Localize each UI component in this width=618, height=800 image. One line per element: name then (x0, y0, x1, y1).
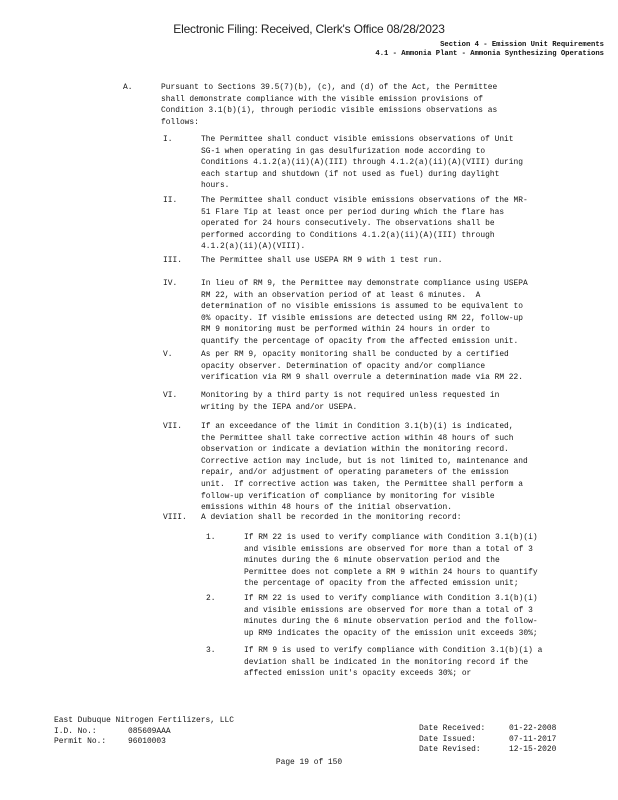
numbered-text (244, 593, 538, 639)
facility-id-row (54, 727, 234, 738)
text-line: The Permittee shall use USEPA RM 9 with 1 test run. (201, 256, 443, 265)
subitem-marker: VI. (163, 391, 178, 400)
date-revised-label: Date Revised: (419, 745, 481, 755)
subitem-text (201, 512, 461, 524)
subitem-marker: II. (163, 196, 178, 205)
text-line: up RM9 indicates the opacity of the emission unit exceeds 30%; (244, 628, 538, 638)
text-line: If RM 9 is used to verify compliance with Condition 3.1(b)(i) a (244, 646, 543, 655)
permit-label: Permit No.: (54, 737, 107, 747)
text-line: Permittee does not complete a RM 9 within 24 hours to quantify (244, 567, 538, 577)
date-issued-label: Date Issued: (419, 734, 476, 744)
text-line: Conditions 4.1.2(a)(ii)(A)(III) through 4.1.2(a)(ii)(A)(VIII) during (201, 158, 523, 168)
text-line: Condition 3.1(b)(i), through periodic visible emissions observations as (161, 106, 498, 116)
text-line: repair, and/or adjustment of operating parameters of the emission (201, 468, 509, 478)
text-line: minutes during the 6 minute observation period and the follow- (244, 617, 538, 627)
numbered-text (244, 645, 542, 680)
text-line: In lieu of RM 9, the Permittee may demonstrate compliance using USEPA (201, 279, 528, 288)
text-line: determination of no visible emissions is assumed to be equivalent to (201, 302, 523, 312)
text-line: 51 Flare Tip at least once per period during which the flare has (201, 207, 505, 217)
subitem-text (201, 421, 528, 514)
section-title: Section 4 - Emission Unit Requirements (440, 41, 604, 49)
date-received-row (419, 724, 556, 735)
text-line: minutes during the 6 minute observation period and the (244, 556, 500, 566)
text-line: Pursuant to Sections 39.5(7)(b), (c), and (d) of the Act, the Permittee (161, 83, 498, 92)
item-marker-a: A. (123, 83, 133, 92)
text-line: The Permittee shall conduct visible emissions observations of the MR- (201, 196, 528, 205)
text-line: unit. If corrective action was taken, the Permittee shall perform a (201, 479, 523, 489)
page-number: Page 19 of 150 (275, 758, 343, 767)
subitem-marker: I. (163, 135, 173, 144)
subitem-text (201, 255, 443, 267)
date-revised-row (419, 745, 556, 756)
text-line: opacity observer. Determination of opacity and/or compliance (201, 361, 486, 371)
company-name: East Dubuque Nitrogen Fertilizers, LLC (54, 716, 234, 725)
subitem-marker: III. (163, 256, 182, 265)
date-received-value: 01-22-2008 (509, 724, 557, 733)
text-line: deviation shall be indicated in the monitoring record if the (244, 657, 529, 667)
text-line: the percentage of opacity from the affected emission unit; (244, 579, 519, 589)
text-line: The Permittee shall conduct visible emissions observations of Unit (201, 135, 514, 144)
text-line: each startup and shutdown (if not used as fuel) during daylight (201, 169, 500, 179)
text-line: affected emission unit's opacity exceeds 30%; or (244, 669, 472, 679)
text-line: emissions within 48 hours of the initial observation. (201, 503, 452, 513)
text-line: If RM 22 is used to verify compliance with Condition 3.1(b)(i) (244, 533, 538, 542)
date-issued-value: 07-11-2017 (509, 734, 557, 744)
footer-facility-info (54, 716, 234, 748)
text-line: A deviation shall be recorded in the monitoring record: (201, 513, 462, 522)
text-line: verification via RM 9 shall overrule a determination made via RM 22. (201, 373, 523, 383)
subitem-marker: VIII. (163, 513, 187, 522)
text-line: As per RM 9, opacity monitoring shall be conducted by a certified (201, 350, 509, 359)
item-a-text (161, 82, 497, 128)
subitem-marker: VII. (163, 422, 182, 431)
text-line: RM 9 monitoring must be performed within 24 hours in order to (201, 325, 490, 335)
text-line: RM 22, with an observation period of at least 6 minutes. A (201, 290, 481, 300)
subitem-marker: IV. (163, 279, 178, 288)
text-line: 4.1.2(a)(ii)(A)(VIII). (201, 242, 306, 252)
subsection-title: 4.1 - Ammonia Plant - Ammonia Synthesizing Operations (375, 50, 604, 58)
text-line: If RM 22 is used to verify compliance with Condition 3.1(b)(i) (244, 594, 538, 603)
text-line: quantify the percentage of opacity from the affected emission unit. (201, 336, 519, 346)
id-label: I.D. No.: (54, 726, 97, 736)
id-value: 085609AAA (128, 726, 171, 736)
text-line: performed according to Conditions 4.1.2(a)(ii)(A)(III) through (201, 230, 495, 240)
date-received-label: Date Received: (419, 724, 486, 733)
subitem-text (201, 390, 499, 413)
text-line: the Permittee shall take corrective action within 48 hours of such (201, 433, 514, 443)
subitem-text (201, 349, 523, 384)
subitem-text (201, 134, 523, 192)
numbered-marker: 2. (206, 594, 216, 603)
numbered-marker: 3. (206, 646, 216, 655)
numbered-marker: 1. (206, 533, 216, 542)
subitem-marker: V. (163, 350, 173, 359)
subitem-text (201, 278, 528, 348)
text-line: 0% opacity. If visible emissions are detected using RM 22, follow-up (201, 313, 523, 323)
text-line: shall demonstrate compliance with the visible emission provisions of (161, 94, 483, 104)
subitem-text (201, 195, 528, 253)
permit-row (54, 737, 234, 748)
permit-value: 96010003 (128, 737, 166, 747)
filing-stamp: Electronic Filing: Received, Clerk's Office 08/28/2023 (173, 22, 445, 36)
text-line: If an exceedance of the limit in Condition 3.1(b)(i) is indicated, (201, 422, 514, 431)
section-header (375, 41, 604, 59)
text-line: hours. (201, 181, 230, 191)
text-line: and visible emissions are observed for more than a total of 3 (244, 544, 533, 554)
text-line: follows: (161, 117, 199, 127)
text-line: Corrective action may include, but is not limited to, maintenance and (201, 456, 528, 466)
text-line: and visible emissions are observed for more than a total of 3 (244, 605, 533, 615)
text-line: operated for 24 hours consecutively. The observations shall be (201, 219, 495, 229)
numbered-text (244, 532, 538, 590)
text-line: follow-up verification of compliance by monitoring for visible (201, 491, 495, 501)
text-line: Monitoring by a third party is not required unless requested in (201, 391, 500, 400)
text-line: writing by the IEPA and/or USEPA. (201, 402, 358, 412)
date-revised-value: 12-15-2020 (509, 745, 557, 755)
text-line: observation or indicate a deviation within the monitoring record. (201, 445, 509, 455)
text-line: SG-1 when operating in gas desulfurization mode according to (201, 146, 486, 156)
footer-dates (419, 724, 556, 756)
date-issued-row (419, 735, 556, 746)
